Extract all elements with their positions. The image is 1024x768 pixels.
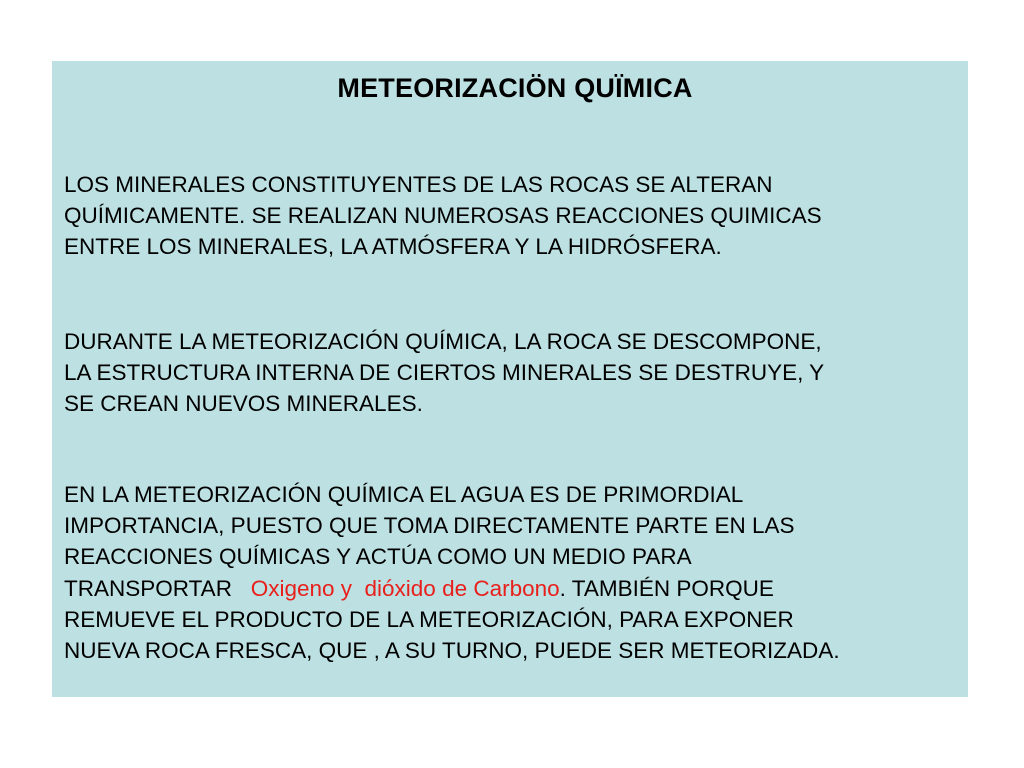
paragraph-line: IMPORTANCIA, PUESTO QUE TOMA DIRECTAMENTE PARTE EN LAS xyxy=(64,513,795,539)
paragraph-line: REACCIONES QUÍMICAS Y ACTÚA COMO UN MEDIO PARA xyxy=(64,544,692,570)
paragraph-line: EN LA METEORIZACIÓN QUÍMICA EL AGUA ES DE PRIMORDIAL xyxy=(64,482,744,507)
paragraph-line: LOS MINERALES CONSTITUYENTES DE LAS ROCAS SE ALTERAN xyxy=(64,172,773,197)
line-text-after: . TAMBIÉN PORQUE xyxy=(559,575,774,601)
paragraph-line: ENTRE LOS MINERALES, LA ATMÓSFERA Y LA HIDRÓSFERA. xyxy=(64,234,722,260)
paragraph-line: REMUEVE EL PRODUCTO DE LA METEORIZACIÓN, PARA EXPONER xyxy=(64,606,794,632)
paragraph-2 xyxy=(64,326,964,420)
paragraph-line: SE CREAN NUEVOS MINERALES. xyxy=(64,391,423,417)
paragraph-1 xyxy=(64,169,964,263)
paragraph-line-mixed xyxy=(64,573,964,604)
line-text-before: TRANSPORTAR xyxy=(64,575,251,601)
paragraph-line: DURANTE LA METEORIZACIÓN QUÍMICA, LA ROCA SE DESCOMPONE, xyxy=(64,329,822,354)
paragraph-line: LA ESTRUCTURA INTERNA DE CIERTOS MINERALES SE DESTRUYE, Y xyxy=(64,360,825,386)
highlighted-text: Oxigeno y dióxido de Carbono xyxy=(250,575,560,601)
content-panel xyxy=(52,61,968,697)
paragraph-line: NUEVA ROCA FRESCA, QUE , A SU TURNO, PUEDE SER METEORIZADA. xyxy=(64,638,840,664)
paragraph-line: QUÍMICAMENTE. SE REALIZAN NUMEROSAS REACCIONES QUIMICAS xyxy=(64,203,822,229)
paragraph-3 xyxy=(64,479,964,666)
slide-title: METEORIZACIÖN QUÏMICA xyxy=(337,73,693,103)
